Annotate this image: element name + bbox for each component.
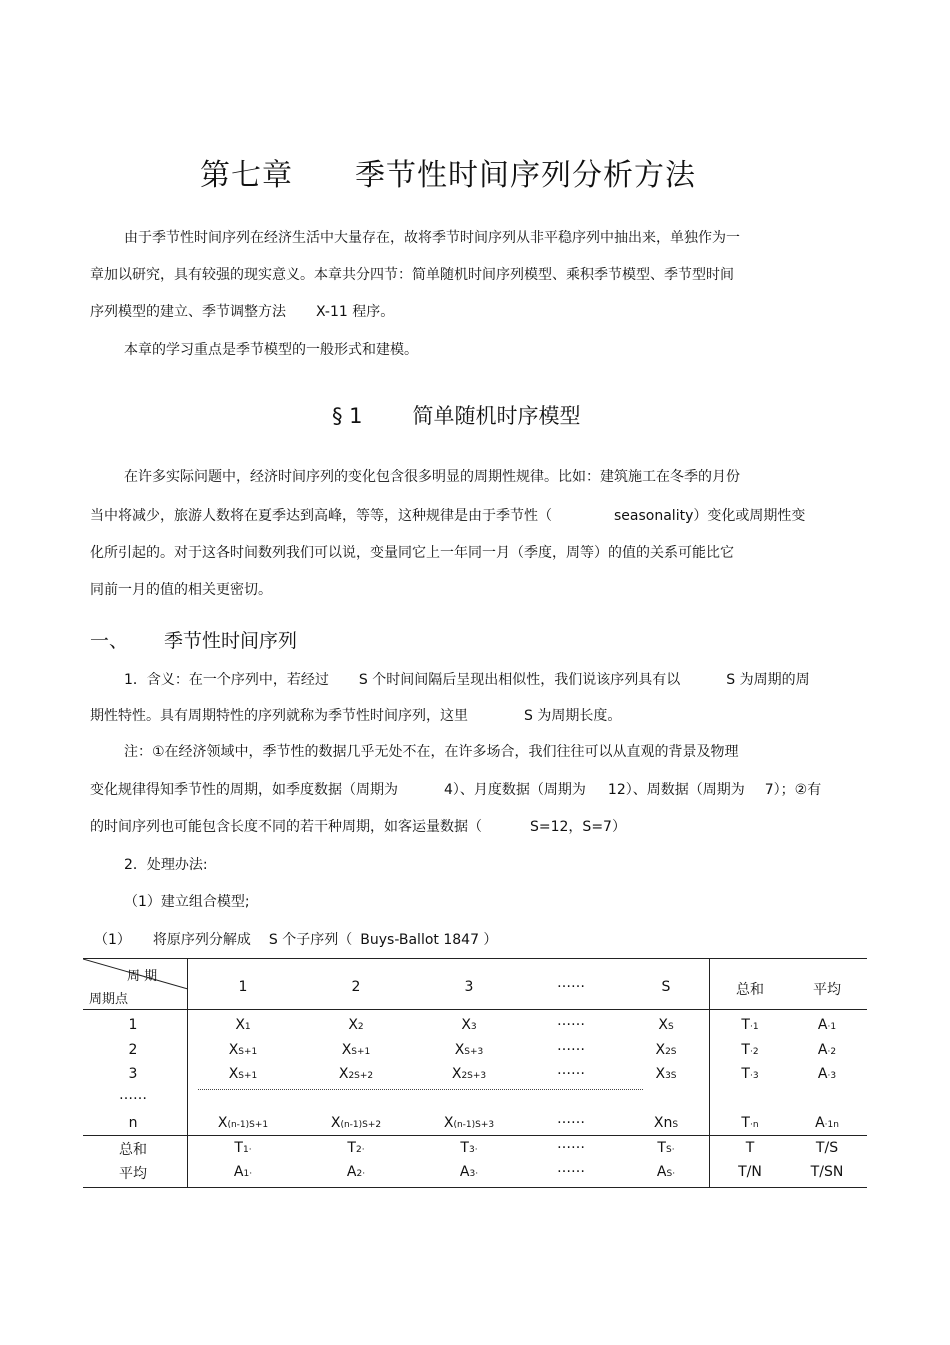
row-3-c3: X2S+3 bbox=[451, 1066, 487, 1082]
total-row-dots: …… bbox=[557, 1136, 585, 1152]
avg-row-c2: A2· bbox=[346, 1164, 366, 1180]
section-heading bbox=[332, 400, 581, 430]
row-3-label: 3 bbox=[128, 1066, 138, 1082]
corner-bottom-label: 周期点 bbox=[89, 992, 129, 1007]
total-row-label: 总和 bbox=[119, 1142, 147, 1158]
avg-row-sum: T/N bbox=[738, 1164, 762, 1180]
total-row-sum: T bbox=[745, 1140, 755, 1156]
table-header-rule bbox=[83, 1009, 867, 1010]
s1-line-2 bbox=[90, 506, 805, 526]
note-line-2 bbox=[90, 780, 821, 800]
header-3: 3 bbox=[464, 979, 474, 995]
row-3-dots: …… bbox=[557, 1062, 585, 1078]
total-row-cs: TS· bbox=[657, 1140, 675, 1156]
row-ellipsis-dotted-line bbox=[198, 1089, 643, 1090]
subsection-title: 季节性时间序列 bbox=[164, 630, 298, 652]
avg-row-c1: A1· bbox=[233, 1164, 253, 1180]
row-2-dots: …… bbox=[557, 1038, 585, 1054]
row-3-cs: X3S bbox=[655, 1066, 677, 1082]
def-line-1a: 1．含义：在一个序列中，若经过 bbox=[124, 672, 329, 688]
table-vline-right bbox=[709, 959, 710, 1187]
header-1: 1 bbox=[238, 979, 248, 995]
corner-top-label: 周 期 bbox=[127, 969, 158, 984]
row-1-c1: X1 bbox=[235, 1017, 251, 1033]
row-n-sum: T·n bbox=[741, 1115, 759, 1131]
avg-row-label: 平均 bbox=[119, 1166, 147, 1182]
row-2-cs: X2S bbox=[655, 1042, 677, 1058]
row-3-sum: T·3 bbox=[741, 1066, 759, 1082]
total-row-c2: T2· bbox=[347, 1140, 365, 1156]
note-line-3b: S=12，S=7） bbox=[530, 819, 626, 835]
row-1-c3: X3 bbox=[461, 1017, 477, 1033]
section-title: 简单随机时序模型 bbox=[412, 404, 581, 428]
row-ellipsis-label: …… bbox=[119, 1087, 147, 1103]
row-1-avg: A·1 bbox=[817, 1017, 837, 1033]
table-vline-left bbox=[187, 959, 188, 1187]
section-number: § 1 bbox=[332, 404, 363, 428]
row-3-c1: XS+1 bbox=[228, 1066, 258, 1082]
s1-line-2b: seasonality）变化或周期性变 bbox=[614, 508, 806, 524]
avg-row-avg: T/SN bbox=[810, 1164, 844, 1180]
note-line-2b: 4）、月度数据（周期为 bbox=[444, 782, 586, 798]
note-line-2c: 12）、周数据（周期为 bbox=[607, 782, 745, 798]
method-line-1: 2．处理办法: bbox=[124, 857, 208, 873]
row-2-avg: A·2 bbox=[817, 1042, 837, 1058]
row-n-cs: XnS bbox=[653, 1115, 679, 1131]
header-dots: …… bbox=[557, 975, 585, 991]
total-row-avg: T/S bbox=[815, 1140, 839, 1156]
s1-line-4: 同前一月的值的相关更密切。 bbox=[90, 582, 272, 598]
method-line-3b: 将原序列分解成 bbox=[152, 932, 251, 948]
intro-line-3b: X-11 程序。 bbox=[316, 304, 395, 320]
subsection-heading bbox=[90, 626, 297, 653]
intro-line-3 bbox=[90, 302, 394, 322]
note-line-2a: 变化规律得知季节性的周期，如季度数据（周期为 bbox=[90, 782, 398, 798]
avg-row-cs: AS· bbox=[656, 1164, 676, 1180]
intro-line-3a: 序列模型的建立、季节调整方法 bbox=[90, 304, 286, 320]
header-s: S bbox=[661, 979, 671, 995]
row-n-c1: X(n-1)S+1 bbox=[217, 1115, 269, 1131]
method-line-2: （1）建立组合模型; bbox=[124, 894, 250, 910]
note-line-2d: 7）；②有 bbox=[764, 782, 822, 798]
def-line-1 bbox=[124, 670, 810, 690]
row-1-c2: X2 bbox=[348, 1017, 364, 1033]
row-n-c3: X(n-1)S+3 bbox=[443, 1115, 495, 1131]
header-2: 2 bbox=[351, 979, 361, 995]
def-line-2 bbox=[90, 706, 621, 726]
row-3-c2: X2S+2 bbox=[338, 1066, 374, 1082]
s1-line-2a: 当中将减少，旅游人数将在夏季达到高峰，等等，这种规律是由于季节性（ bbox=[90, 508, 552, 524]
page-title bbox=[200, 150, 696, 194]
total-row-c1: T1· bbox=[234, 1140, 252, 1156]
row-2-label: 2 bbox=[128, 1042, 138, 1058]
note-line-3 bbox=[90, 817, 626, 837]
table-total-rule bbox=[83, 1135, 867, 1136]
row-3-avg: A·3 bbox=[817, 1066, 837, 1082]
row-2-c2: XS+1 bbox=[341, 1042, 371, 1058]
row-1-cs: XS bbox=[658, 1017, 674, 1033]
s1-line-3: 化所引起的。对于这各时间数列我们可以说，变量同它上一年同一月（季度，周等）的值的关系可能比它 bbox=[90, 545, 734, 561]
chapter-number: 第七章 bbox=[200, 158, 293, 193]
note-line-3a: 的时间序列也可能包含长度不同的若干种周期，如客运量数据（ bbox=[90, 819, 482, 835]
def-line-2a: 期性特性。具有周期特性的序列就称为季节性时间序列，这里 bbox=[90, 708, 468, 724]
def-line-1b: S 个时间间隔后呈现出相似性，我们说该序列具有以 bbox=[358, 672, 681, 688]
intro-line-1: 由于季节性时间序列在经济生活中大量存在，故将季节时间序列从非平稳序列中抽出来，单独作为一 bbox=[124, 230, 740, 246]
method-line-3c: S 个子序列（ bbox=[268, 932, 353, 948]
row-1-dots: …… bbox=[557, 1013, 585, 1029]
def-line-2b: S 为周期长度。 bbox=[524, 708, 622, 724]
intro-line-2: 章加以研究，具有较强的现实意义。本章共分四节：简单随机时间序列模型、乘积季节模型、季节型时间 bbox=[90, 267, 734, 283]
note-line-1: 注：①在经济领域中，季节性的数据几乎无处不在，在许多场合，我们往往可以从直观的背景及物理 bbox=[124, 744, 739, 760]
row-n-label: n bbox=[128, 1115, 138, 1131]
row-1-sum: T·1 bbox=[741, 1017, 759, 1033]
header-sum: 总和 bbox=[736, 982, 764, 998]
avg-row-c3: A3· bbox=[459, 1164, 479, 1180]
row-n-c2: X(n-1)S+2 bbox=[330, 1115, 382, 1131]
subsection-number: 一、 bbox=[90, 630, 129, 652]
row-n-avg: A·1n bbox=[815, 1115, 839, 1131]
row-2-c1: XS+1 bbox=[228, 1042, 258, 1058]
def-line-1c: S 为周期的周 bbox=[726, 672, 810, 688]
row-2-sum: T·2 bbox=[741, 1042, 759, 1058]
method-line-3a: （1） bbox=[94, 932, 131, 948]
row-1-label: 1 bbox=[128, 1017, 138, 1033]
chapter-name: 季节性时间序列分析方法 bbox=[355, 158, 696, 193]
avg-row-dots: …… bbox=[557, 1160, 585, 1176]
row-2-c3: XS+3 bbox=[454, 1042, 484, 1058]
subseries-table bbox=[83, 958, 867, 1188]
s1-line-1: 在许多实际问题中，经济时间序列的变化包含很多明显的周期性规律。比如：建筑施工在冬季的月份 bbox=[124, 469, 740, 485]
intro-line-4: 本章的学习重点是季节模型的一般形式和建模。 bbox=[124, 342, 418, 358]
method-line-3d: Buys-Ballot 1847 ） bbox=[360, 932, 498, 948]
header-avg: 平均 bbox=[813, 982, 841, 998]
total-row-c3: T3· bbox=[460, 1140, 478, 1156]
row-n-dots: …… bbox=[557, 1111, 585, 1127]
method-line-3 bbox=[94, 930, 497, 950]
